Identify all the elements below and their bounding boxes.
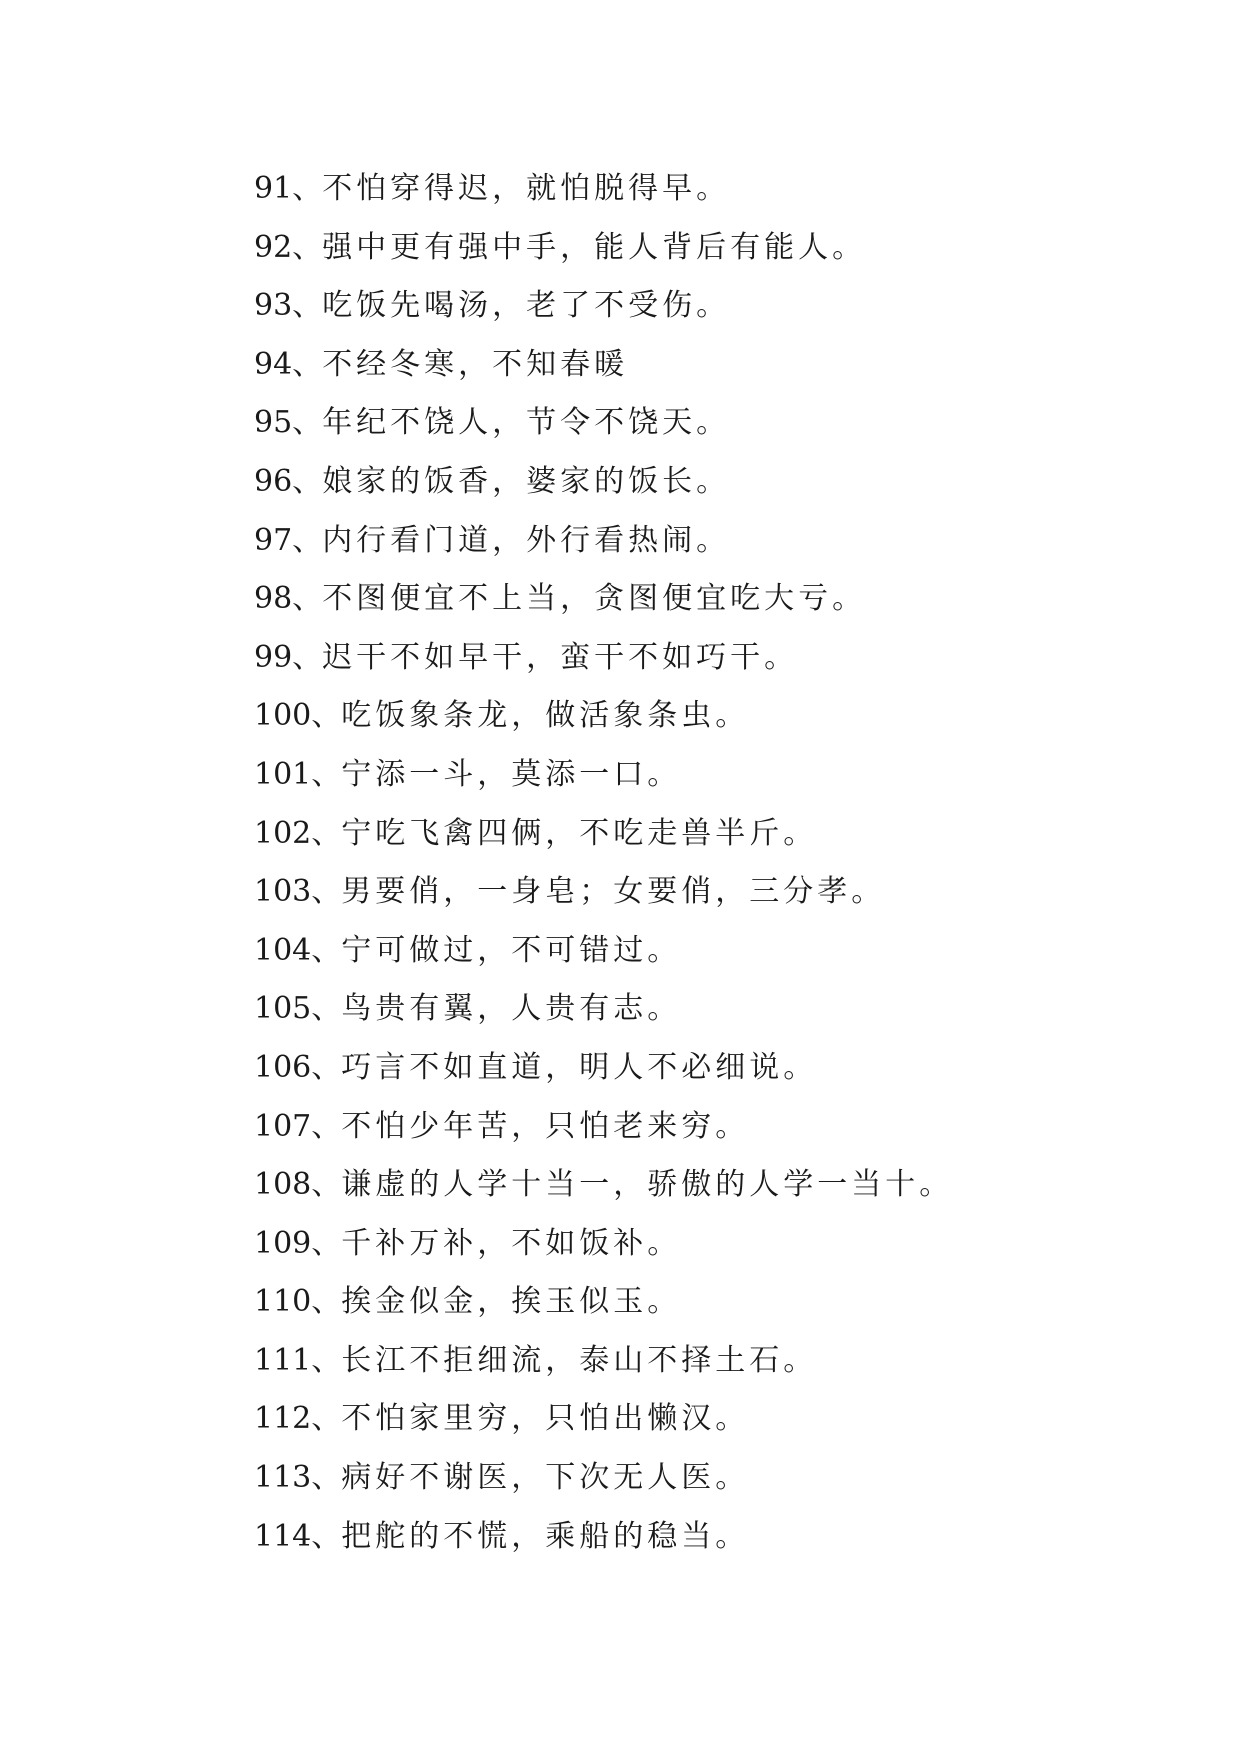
proverb-item — [254, 922, 953, 981]
proverb-text: 不图便宜不上当，贪图便宜吃大亏。 — [322, 581, 867, 617]
proverb-text: 宁添一斗，莫添一口。 — [341, 756, 682, 792]
proverb-text: 娘家的饭香，婆家的饭长。 — [322, 463, 731, 499]
proverb-number: 91、 — [254, 171, 323, 206]
proverb-item — [254, 1449, 953, 1508]
proverb-item — [254, 453, 953, 512]
proverb-text: 谦虚的人学十当一，骄傲的人学一当十。 — [341, 1167, 954, 1203]
proverb-text: 男要俏，一身皂；女要俏，三分孝。 — [341, 874, 886, 910]
proverb-number: 101、 — [254, 756, 342, 792]
proverb-number: 105、 — [254, 991, 342, 1027]
proverb-list — [254, 160, 953, 1566]
proverb-text: 迟干不如早干，蛮干不如巧干。 — [322, 639, 799, 675]
proverb-text: 宁吃飞禽四俩，不吃走兽半斤。 — [341, 815, 818, 851]
proverb-number: 108、 — [254, 1167, 342, 1203]
proverb-item — [254, 394, 953, 453]
proverb-number: 92、 — [254, 229, 323, 265]
proverb-number: 104、 — [254, 932, 342, 968]
proverb-number: 94、 — [254, 346, 323, 382]
proverb-number: 93、 — [254, 288, 323, 324]
proverb-number: 102、 — [254, 815, 342, 851]
proverb-item — [254, 1156, 953, 1215]
proverb-text: 千补万补，不如饭补。 — [341, 1225, 682, 1261]
proverb-number: 98、 — [254, 581, 323, 617]
proverb-text: 不怕家里穷，只怕出懒汉。 — [341, 1401, 750, 1437]
proverb-number: 109、 — [254, 1225, 342, 1261]
proverb-number: 103、 — [254, 874, 342, 910]
proverb-text: 年纪不饶人，节令不饶天。 — [322, 405, 731, 441]
proverb-text: 吃饭象条龙，做活象条虫。 — [341, 698, 750, 734]
proverb-text: 不经冬寒，不知春暖 — [322, 346, 629, 382]
proverb-item — [254, 863, 953, 922]
proverb-number: 111、 — [254, 1342, 342, 1378]
proverb-number: 107、 — [254, 1108, 342, 1144]
proverb-item — [254, 160, 953, 219]
proverb-item — [254, 629, 953, 688]
proverb-text: 不怕少年苦，只怕老来穷。 — [341, 1108, 750, 1144]
proverb-number: 112、 — [254, 1401, 342, 1437]
proverb-text: 内行看门道，外行看热闹。 — [322, 522, 731, 558]
proverb-text: 不怕穿得迟，就怕脱得早。 — [322, 171, 731, 206]
proverb-number: 106、 — [254, 1049, 342, 1085]
proverb-number: 99、 — [254, 639, 323, 675]
proverb-number: 110、 — [254, 1284, 342, 1320]
proverb-text: 强中更有强中手，能人背后有能人。 — [322, 229, 867, 265]
proverb-number: 100、 — [254, 698, 342, 734]
proverb-number: 97、 — [254, 522, 323, 558]
proverb-text: 病好不谢医，下次无人医。 — [341, 1460, 750, 1496]
proverb-item — [254, 746, 953, 805]
proverb-item — [254, 570, 953, 629]
proverb-item — [254, 1508, 953, 1567]
proverb-item — [254, 805, 953, 864]
proverb-item — [254, 277, 953, 336]
proverb-item — [254, 1332, 953, 1391]
proverb-text: 吃饭先喝汤，老了不受伤。 — [322, 288, 731, 324]
proverb-text: 挨金似金，挨玉似玉。 — [341, 1284, 682, 1320]
proverb-item — [254, 336, 953, 395]
proverb-text: 把舵的不慌，乘船的稳当。 — [341, 1518, 750, 1554]
proverb-text: 宁可做过，不可错过。 — [341, 932, 682, 968]
proverb-number: 96、 — [254, 463, 323, 499]
proverb-item — [254, 1390, 953, 1449]
proverb-text: 巧言不如直道，明人不必细说。 — [341, 1049, 818, 1085]
proverb-item — [254, 687, 953, 746]
proverb-number: 113、 — [254, 1460, 342, 1496]
proverb-item — [254, 512, 953, 571]
proverb-item — [254, 980, 953, 1039]
proverb-number: 95、 — [254, 405, 323, 441]
proverb-item — [254, 1039, 953, 1098]
proverb-item — [254, 1098, 953, 1157]
proverb-number: 114、 — [254, 1518, 342, 1554]
proverb-item — [254, 1273, 953, 1332]
proverb-item — [254, 219, 953, 278]
proverb-item — [254, 1215, 953, 1274]
proverb-text: 长江不拒细流，泰山不择土石。 — [341, 1342, 818, 1378]
proverb-text: 鸟贵有翼，人贵有志。 — [341, 991, 682, 1027]
